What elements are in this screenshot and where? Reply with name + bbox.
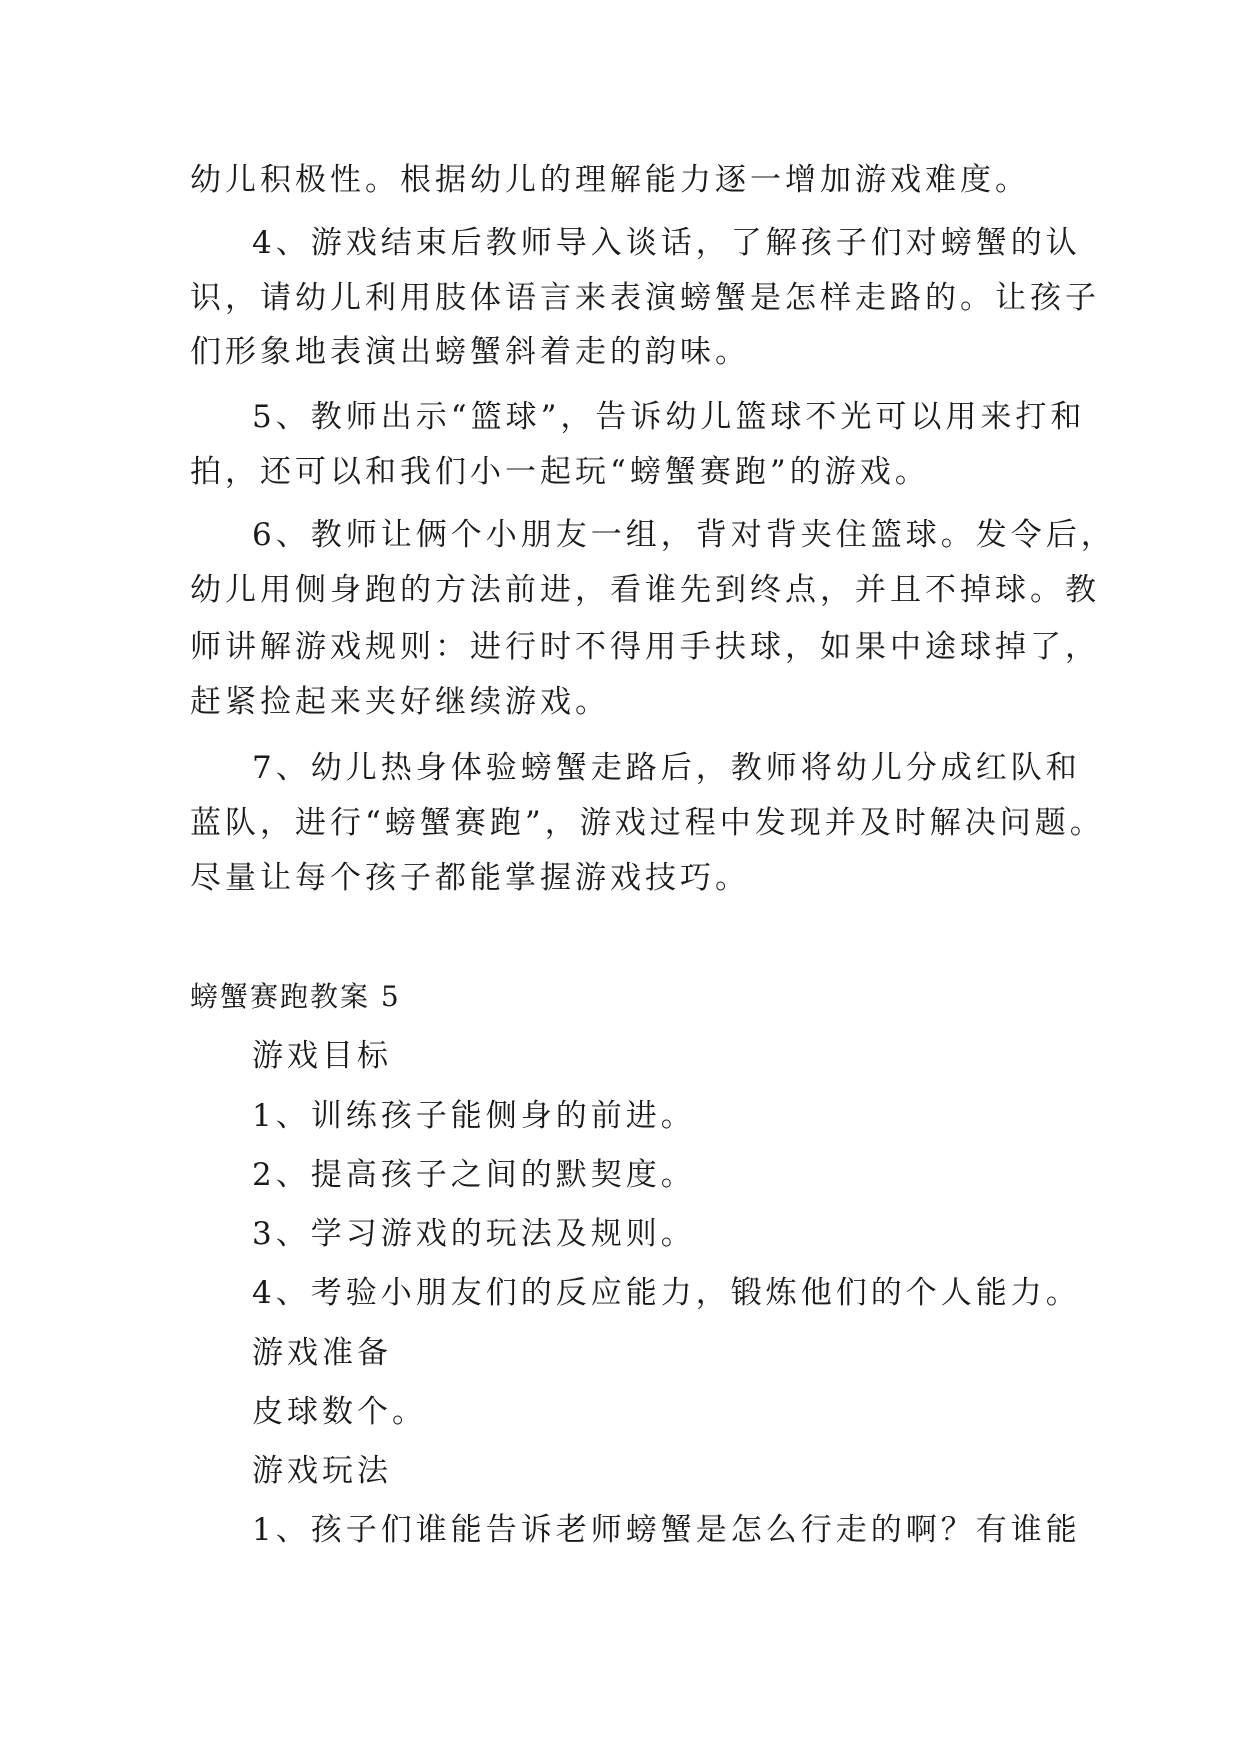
paragraph-line: 7、幼儿热身体验螃蟹走路后，教师将幼儿分成红队和 bbox=[252, 750, 1081, 786]
section-line: 2、提高孩子之间的默契度。 bbox=[252, 1157, 696, 1193]
section-title: 螃蟹赛跑教案 5 bbox=[190, 980, 401, 1013]
paragraph-line: 4、游戏结束后教师导入谈话，了解孩子们对螃蟹的认 bbox=[252, 225, 1081, 261]
paragraph-line: 师讲解游戏规则：进行时不得用手扶球，如果中途球掉了， bbox=[190, 629, 1100, 665]
paragraph-line: 赶紧捡起来夹好继续游戏。 bbox=[190, 684, 610, 720]
paragraph-line: 们形象地表演出螃蟹斜着走的韵味。 bbox=[190, 334, 750, 370]
section-line: 1、训练孩子能侧身的前进。 bbox=[252, 1098, 696, 1134]
paragraph-line: 幼儿积极性。根据幼儿的理解能力逐一增加游戏难度。 bbox=[190, 162, 1030, 198]
section-line: 游戏目标 bbox=[252, 1038, 392, 1074]
section-line: 游戏准备 bbox=[252, 1335, 392, 1371]
section-line: 3、学习游戏的玩法及规则。 bbox=[252, 1216, 696, 1252]
section-line: 4、考验小朋友们的反应能力，锻炼他们的个人能力。 bbox=[252, 1275, 1081, 1311]
section-line: 皮球数个。 bbox=[252, 1394, 427, 1430]
paragraph-line: 尽量让每个孩子都能掌握游戏技巧。 bbox=[190, 860, 750, 896]
paragraph-line: 识，请幼儿利用肢体语言来表演螃蟹是怎样走路的。让孩子 bbox=[190, 280, 1100, 316]
section-line: 1、孩子们谁能告诉老师螃蟹是怎么行走的啊？有谁能 bbox=[252, 1512, 1081, 1548]
section-line: 游戏玩法 bbox=[252, 1453, 392, 1489]
paragraph-line: 蓝队，进行“螃蟹赛跑”，游戏过程中发现并及时解决问题。 bbox=[190, 805, 1105, 841]
paragraph-line: 6、教师让俩个小朋友一组，背对背夹住篮球。发令后， bbox=[252, 517, 1116, 553]
paragraph-line: 拍，还可以和我们小一起玩“螃蟹赛跑”的游戏。 bbox=[190, 454, 930, 490]
paragraph-line: 幼儿用侧身跑的方法前进，看谁先到终点，并且不掉球。教 bbox=[190, 572, 1100, 608]
paragraph-line: 5、教师出示“篮球”，告诉幼儿篮球不光可以用来打和 bbox=[252, 399, 1086, 435]
